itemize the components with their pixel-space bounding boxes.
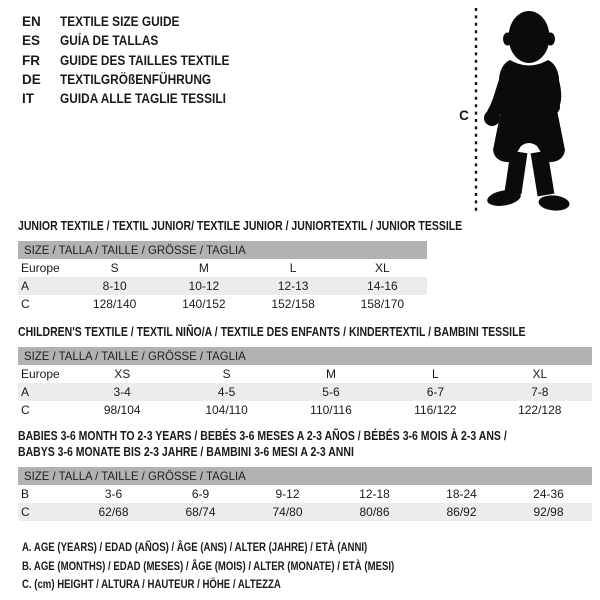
size-value-cell: 86/92 <box>446 505 477 519</box>
language-row <box>22 12 253 31</box>
table-title-text: JUNIOR TEXTILE / TEXTIL JUNIOR/ TEXTILE JUNIOR / JUNIORTEXTIL / JUNIOR TESSILE <box>18 219 463 233</box>
legend-line-a: A. AGE (YEARS) / EDAD (AÑOS) / ÂGE (ANS) / ALTER (JAHRE) / ETÀ (ANNI) <box>22 540 368 554</box>
size-value-cell: XS <box>114 367 131 381</box>
language-row <box>22 89 253 108</box>
size-table <box>18 347 592 419</box>
row-label: A <box>21 385 30 399</box>
legend-line-b: B. AGE (MONTHS) / EDAD (MESES) / ÂGE (MOIS) / ALTER (MONATE) / ETÀ (MESI) <box>22 558 395 573</box>
size-header-text: SIZE / TALLA / TAILLE / GRÖSSE / TAGLIA <box>24 469 246 483</box>
size-value-cell: 10-12 <box>188 279 220 293</box>
table-title <box>18 324 592 340</box>
row-label: Europe <box>21 261 60 275</box>
language-row <box>22 31 253 50</box>
language-code: ES <box>22 33 41 49</box>
size-header-row <box>18 467 592 485</box>
size-header-text: SIZE / TALLA / TAILLE / GRÖSSE / TAGLIA <box>24 243 246 257</box>
table-title-text: BABYS 3-6 MONATE BIS 2-3 JAHRE / BAMBINI 3-6 MESI A 2-3 ANNI <box>18 445 354 459</box>
size-value-cell: XL <box>375 261 390 275</box>
size-value-cell: 3-6 <box>104 487 123 501</box>
language-code: IT <box>22 91 34 107</box>
table-row <box>18 485 592 503</box>
table-title <box>18 428 592 444</box>
row-label: C <box>21 505 30 519</box>
table-title <box>18 218 463 234</box>
table-row <box>18 401 592 419</box>
table-row <box>18 295 427 313</box>
size-value-cell: 122/128 <box>518 403 562 417</box>
size-value-cell: 92/98 <box>533 505 564 519</box>
guide-title: GUIDA ALLE TAGLIE TESSILI <box>60 91 226 107</box>
language-code: DE <box>22 71 41 87</box>
table-title-text: CHILDREN'S TEXTILE / TEXTIL NIÑO/A / TEXTILE DES ENFANTS / KINDERTEXTIL / BAMBINI TESSILE <box>18 325 526 339</box>
guide-title: TEXTILE SIZE GUIDE <box>60 14 180 29</box>
row-label: C <box>21 403 30 417</box>
baby-silhouette-icon <box>484 11 570 212</box>
size-value-cell: 9-12 <box>275 487 300 501</box>
size-value-cell: L <box>289 261 297 275</box>
size-value-cell: 8-10 <box>102 279 127 293</box>
babies-textile-table-section <box>18 428 592 521</box>
row-label: B <box>21 487 30 501</box>
childrens-textile-table-section <box>18 324 592 419</box>
size-value-cell: 7-8 <box>531 385 549 399</box>
table-title <box>18 444 592 460</box>
size-header-row <box>18 347 592 365</box>
table-row <box>18 503 592 521</box>
size-table <box>18 467 592 521</box>
size-value-cell: 12-18 <box>359 487 390 501</box>
size-value-cell: 4-5 <box>217 385 236 399</box>
language-code: EN <box>22 14 41 29</box>
table-row <box>18 383 592 401</box>
size-value-cell: 140/152 <box>182 297 226 311</box>
size-value-cell: L <box>432 367 439 381</box>
size-value-cell: 12-13 <box>277 279 309 293</box>
size-value-cell: 80/86 <box>359 505 390 519</box>
row-label: A <box>21 279 30 293</box>
size-value-cell: M <box>325 367 336 381</box>
size-value-cell: 6-9 <box>191 487 210 501</box>
measurement-legend <box>22 538 487 594</box>
row-label: C <box>21 297 30 311</box>
size-value-cell: XL <box>532 367 548 381</box>
height-label-c: C <box>459 108 469 123</box>
guide-title: TEXTILGRÖßENFÜHRUNG <box>60 71 212 87</box>
size-value-cell: 5-6 <box>322 385 340 399</box>
language-row <box>22 51 253 70</box>
guide-title: GUIDE DES TAILLES TEXTILE <box>60 52 230 68</box>
table-row <box>18 277 427 295</box>
size-table <box>18 241 427 313</box>
size-value-cell: 14-16 <box>367 279 398 293</box>
size-header-text: SIZE / TALLA / TAILLE / GRÖSSE / TAGLIA <box>24 349 246 363</box>
table-row <box>18 365 592 383</box>
size-value-cell: 24-36 <box>533 487 564 501</box>
size-header-cell <box>18 241 427 259</box>
size-value-cell: 6-7 <box>426 385 445 399</box>
table-title-text: BABIES 3-6 MONTH TO 2-3 YEARS / BEBÉS 3-6 MESES A 2-3 AÑOS / BÉBÉS 3-6 MOIS À 2-3 ANS / <box>18 429 507 443</box>
size-value-cell: S <box>222 367 231 381</box>
size-value-cell: S <box>110 261 119 275</box>
language-title-list <box>22 12 253 108</box>
row-label: Europe <box>21 367 60 381</box>
language-row <box>22 70 253 89</box>
language-code: FR <box>22 52 40 68</box>
size-value-cell: 18-24 <box>446 487 477 501</box>
size-value-cell: 152/158 <box>271 297 315 311</box>
size-value-cell: 158/170 <box>360 297 405 311</box>
baby-height-figure <box>440 0 600 230</box>
junior-textile-table-section <box>18 218 463 313</box>
size-header-row <box>18 241 427 259</box>
size-value-cell: M <box>198 261 209 275</box>
size-header-cell <box>18 347 592 365</box>
legend-line-c: C. (cm) HEIGHT / ALTURA / HAUTEUR / HÖHE / ALTEZZA <box>22 577 281 592</box>
size-header-cell <box>18 467 592 485</box>
size-value-cell: 74/80 <box>272 505 303 519</box>
size-value-cell: 98/104 <box>103 403 141 417</box>
size-value-cell: 68/74 <box>185 505 216 519</box>
size-value-cell: 110/116 <box>310 403 352 417</box>
size-value-cell: 104/110 <box>205 403 248 417</box>
size-value-cell: 62/68 <box>98 505 129 519</box>
guide-title: GUÍA DE TALLAS <box>60 33 159 49</box>
size-value-cell: 116/122 <box>414 403 457 417</box>
table-row <box>18 259 427 277</box>
size-value-cell: 128/140 <box>92 297 137 311</box>
size-value-cell: 3-4 <box>113 385 131 399</box>
